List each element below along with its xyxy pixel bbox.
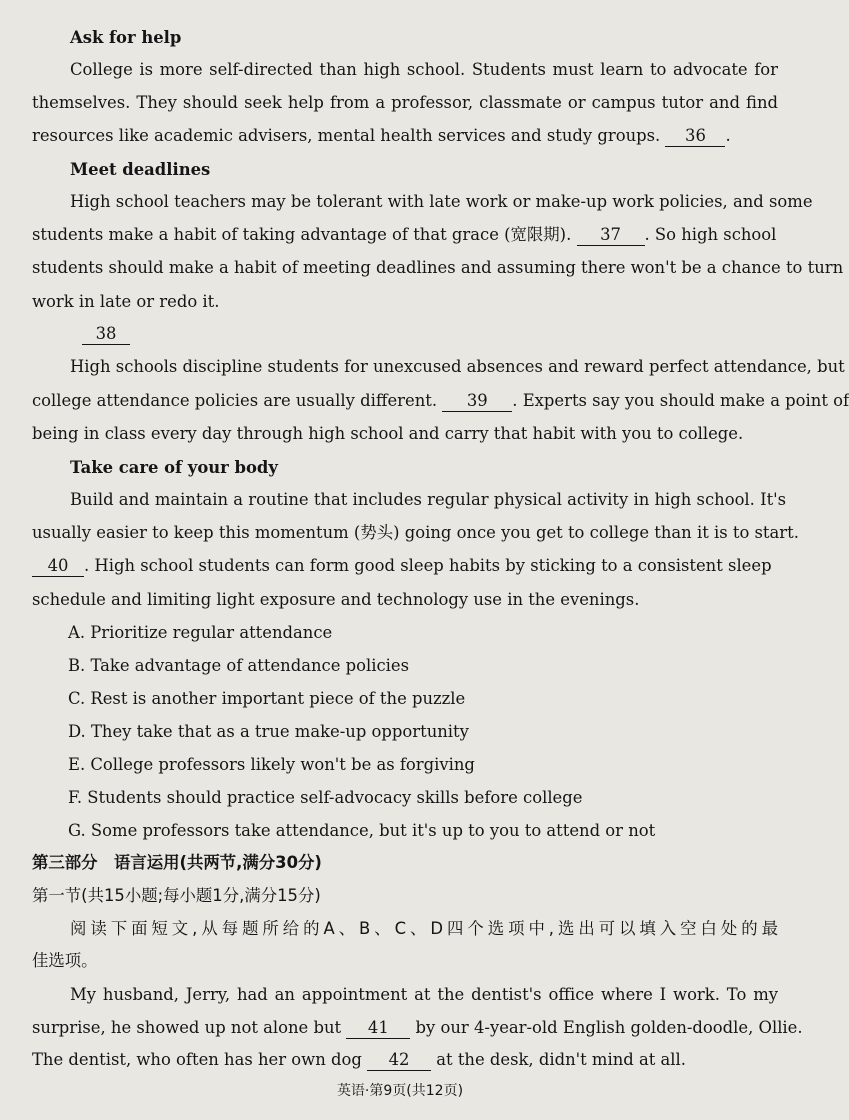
answer-blank-39: 39 xyxy=(442,391,512,412)
text-line: work in late or redo it. xyxy=(32,292,220,311)
heading-ask-for-help: Ask for help xyxy=(70,28,182,47)
option-f: F. Students should practice self-advocacy skills before college xyxy=(68,788,583,807)
text-fragment: . xyxy=(725,126,731,145)
text-line: usually easier to keep this momentum (势头) going once you get to college than it is to start. xyxy=(32,523,799,542)
heading-take-care-of-your-body: Take care of your body xyxy=(70,458,278,477)
text-line: schedule and limiting light exposure and technology use in the evenings. xyxy=(32,590,640,609)
answer-blank-42: 42 xyxy=(367,1050,431,1071)
text-line: High schools discipline students for unexcused absences and reward perfect attendance, but xyxy=(70,357,845,376)
instruction-line: 佳选项。 xyxy=(32,951,98,970)
text-line xyxy=(32,389,849,413)
answer-blank-41: 41 xyxy=(346,1018,410,1039)
part3-title: 第三部分 语言运用(共两节,满分30分) xyxy=(32,853,322,872)
text-fragment: students make a habit of taking advantage of that grace (宽限期). xyxy=(32,225,572,244)
text-line: students should make a habit of meeting deadlines and assuming there won't be a chance to turn xyxy=(32,258,844,277)
passage-line xyxy=(32,1048,778,1072)
text-fragment: The dentist, who often has her own dog xyxy=(32,1050,362,1069)
answer-blank-36: 36 xyxy=(665,126,725,147)
heading-meet-deadlines: Meet deadlines xyxy=(70,160,211,179)
passage-line xyxy=(32,1016,803,1040)
heading-blank-38 xyxy=(82,322,778,346)
page-footer: 英语·第9页(共12页) xyxy=(336,1083,464,1099)
text-line: themselves. They should seek help from a professor, classmate or campus tutor and find xyxy=(32,93,778,112)
text-fragment: college attendance policies are usually different. xyxy=(32,391,438,410)
instruction-line: 阅读下面短文,从每题所给的A、B、C、D四个选项中,选出可以填入空白处的最 xyxy=(70,919,778,938)
text-line xyxy=(32,554,778,578)
text-fragment: surprise, he showed up not alone but xyxy=(32,1018,342,1037)
option-b: B. Take advantage of attendance policies xyxy=(68,656,409,675)
text-fragment: . So high school xyxy=(644,225,777,244)
text-line: Build and maintain a routine that includes regular physical activity in high school. It's xyxy=(70,490,787,509)
text-line xyxy=(32,223,778,247)
text-line: being in class every day through high school and carry that habit with you to college. xyxy=(32,424,744,443)
text-fragment: at the desk, didn't mind at all. xyxy=(436,1050,687,1069)
option-g: G. Some professors take attendance, but it's up to you to attend or not xyxy=(68,821,656,840)
text-fragment: resources like academic advisers, mental health services and study groups. xyxy=(32,126,661,145)
option-c: C. Rest is another important piece of the puzzle xyxy=(68,689,466,708)
text-line: College is more self-directed than high school. Students must learn to advocate for xyxy=(70,60,778,79)
answer-blank-40: 40 xyxy=(32,556,84,577)
text-fragment: by our 4-year-old English golden-doodle, Ollie. xyxy=(415,1018,803,1037)
text-line xyxy=(32,124,778,148)
passage-line: My husband, Jerry, had an appointment at the dentist's office where I work. To my xyxy=(70,985,778,1004)
answer-blank-37: 37 xyxy=(577,225,645,246)
option-d: D. They take that as a true make-up opportunity xyxy=(68,722,469,741)
text-line: High school teachers may be tolerant with late work or make-up work policies, and some xyxy=(70,192,813,211)
text-fragment: . Experts say you should make a point of xyxy=(512,391,849,410)
text-fragment: . High school students can form good sleep habits by sticking to a consistent sleep xyxy=(84,556,772,575)
part3-subtitle: 第一节(共15小题;每小题1分,满分15分) xyxy=(32,886,321,905)
option-e: E. College professors likely won't be as forgiving xyxy=(68,755,475,774)
option-a: A. Prioritize regular attendance xyxy=(68,623,333,642)
answer-blank-38: 38 xyxy=(82,324,130,345)
